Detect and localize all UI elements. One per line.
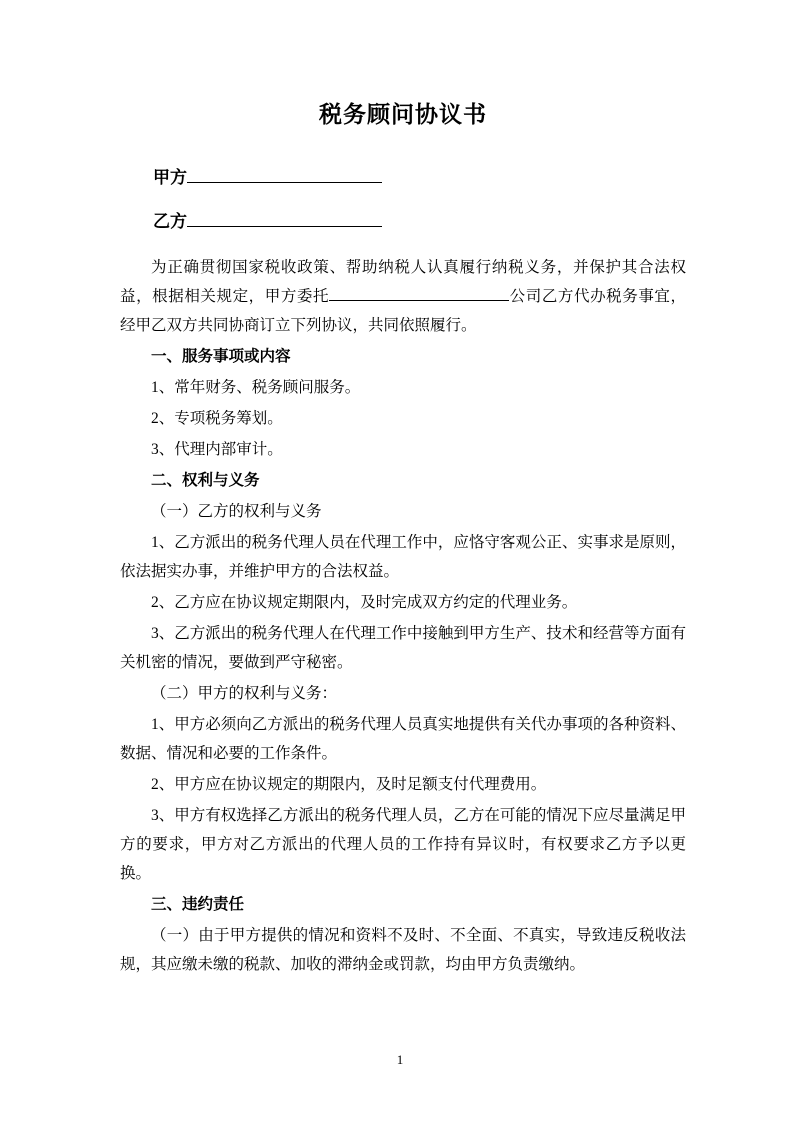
paragraph: 2、甲方应在协议规定的期限内，及时足额支付代理费用。 xyxy=(151,776,547,793)
party-a-label: 甲方 xyxy=(153,168,187,187)
paragraph: 2、乙方应在协议规定期限内，及时完成双方约定的代理业务。 xyxy=(151,594,578,611)
paragraph: 3、乙方派出的税务代理人在代理工作中接触到甲方生产、技术和经营等方面有关机密的情况，要做到严守秘密。 xyxy=(120,625,686,671)
paragraph: 2、专项税务筹划。 xyxy=(151,410,283,427)
paragraph: （一）由于甲方提供的情况和资料不及时、不全面、不真实，导致违反税收法规，其应缴未缴的税款、加收的滞纳金或罚款，均由甲方负责缴纳。 xyxy=(120,927,686,973)
page-number: 1 xyxy=(396,1052,404,1067)
paragraph-list xyxy=(120,342,686,979)
paragraph: （一）乙方的权利与义务 xyxy=(151,503,322,520)
intro-text-before: 为正确贯彻国家税收政策、帮助纳税人认真履行纳税义务，并保护其合法权益，根据相关规定，甲方委托 xyxy=(120,259,686,305)
paragraph: 1、常年财务、税务顾问服务。 xyxy=(151,379,361,396)
paragraph: （二）甲方的权利与义务： xyxy=(151,685,338,702)
paragraph: 1、甲方必须向乙方派出的税务代理人员真实地提供有关代办事项的各种资料、数据、情况和必要的工作条件。 xyxy=(120,716,686,762)
party-a-blank xyxy=(187,166,382,183)
party-b-blank xyxy=(187,210,382,227)
intro-text-after: 公司乙方代办税务事宜，经甲乙双方共同协商订立下列协议，共同依照履行。 xyxy=(120,288,686,334)
intro-paragraph xyxy=(120,253,686,340)
page-footer xyxy=(0,1051,800,1069)
paragraph: 1、乙方派出的税务代理人员在代理工作中，应恪守客观公正、实事求是原则，依法据实办事，并维护甲方的合法权益。 xyxy=(120,534,686,580)
paragraph: 二、权利与义务 xyxy=(151,472,260,489)
party-b-line xyxy=(120,209,686,236)
company-name-blank xyxy=(329,285,509,301)
paragraph: 3、代理内部审计。 xyxy=(151,441,283,458)
paragraph: 3、甲方有权选择乙方派出的税务代理人员，乙方在可能的情况下应尽量满足甲方的要求，甲方对乙方派出的代理人员的工作持有异议时，有权要求乙方予以更换。 xyxy=(120,807,686,882)
document-title: 税务顾问协议书 xyxy=(319,101,487,127)
party-b-label: 乙方 xyxy=(153,212,187,231)
party-a-line xyxy=(120,165,686,192)
document-body xyxy=(120,253,686,979)
paragraph: 三、违约责任 xyxy=(151,896,245,913)
paragraph: 一、服务事项或内容 xyxy=(151,348,291,365)
